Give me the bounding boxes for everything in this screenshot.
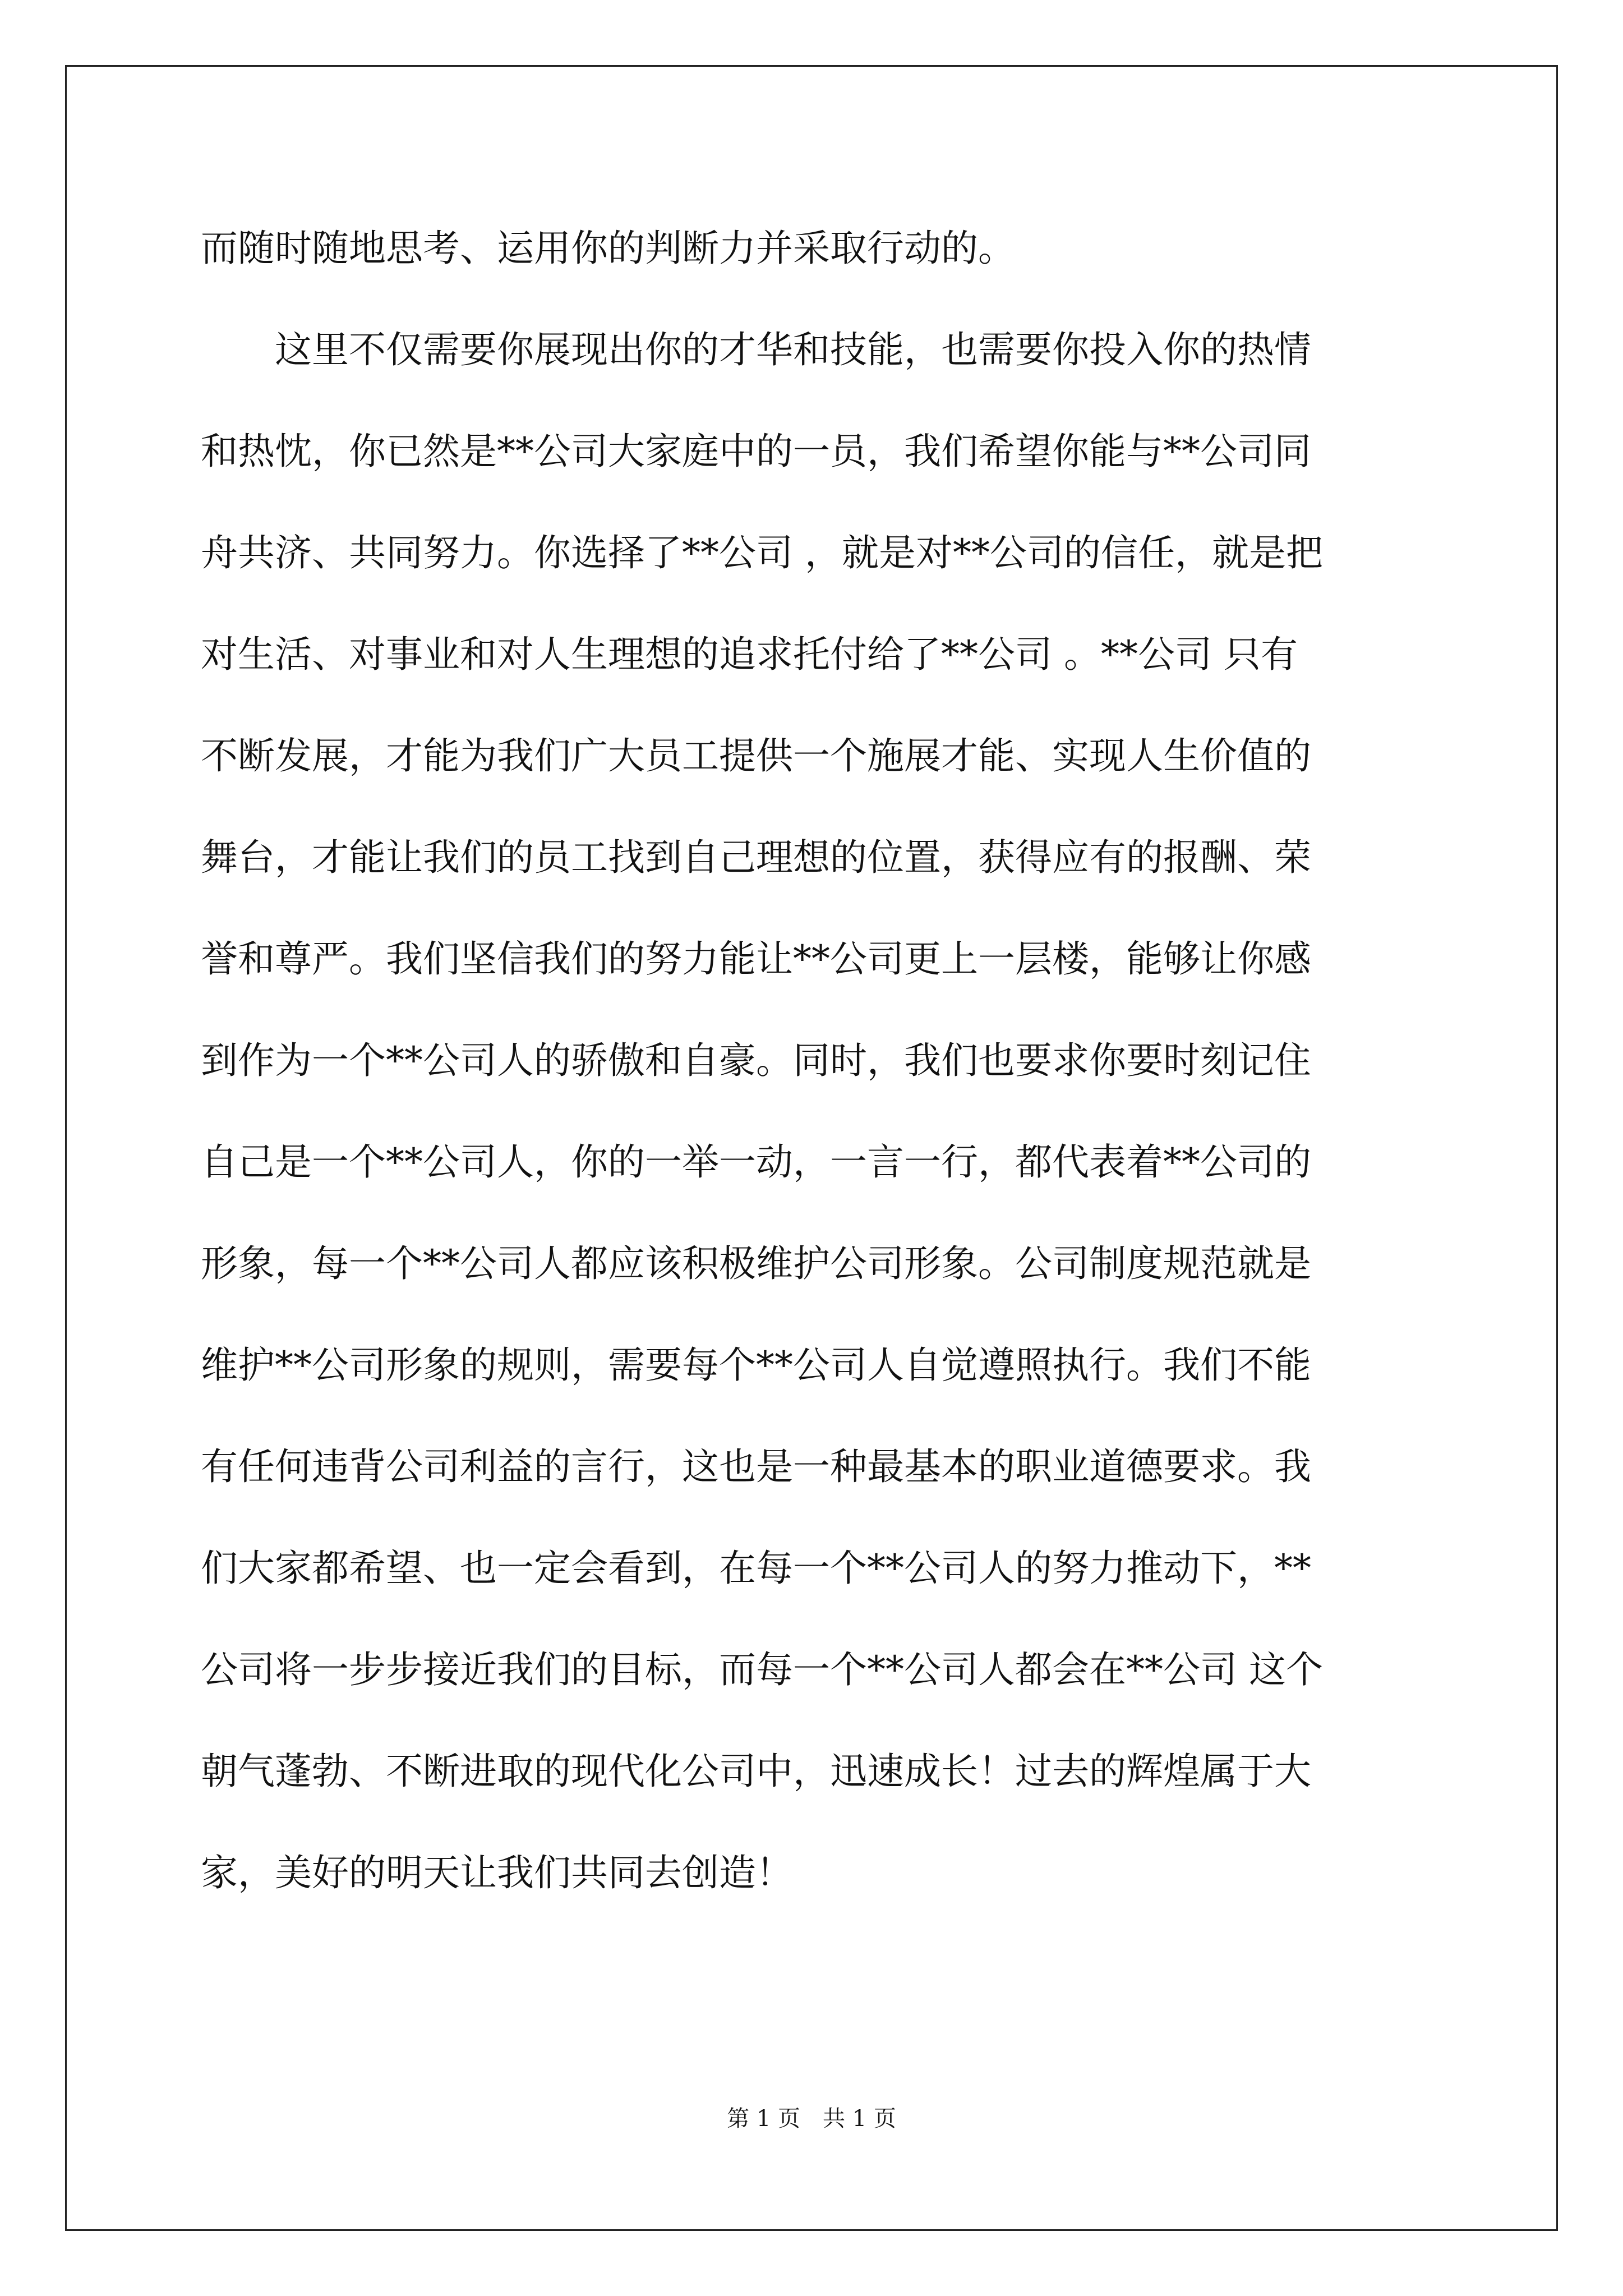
text-line: 维护**公司形象的规则，需要每个**公司人自觉遵照执行。我们不能 xyxy=(201,1343,1311,1387)
text-line: 到作为一个**公司人的骄傲和自豪。同时，我们也要求你要时刻记住 xyxy=(201,1039,1311,1082)
page-number: 第 1 页 共 1 页 xyxy=(727,2106,896,2132)
text-line: 公司将一步步接近我们的目标，而每一个**公司人都会在**公司 这个 xyxy=(201,1648,1323,1691)
text-line: 对生活、对事业和对人生理想的追求托付给了**公司 。**公司 只有 xyxy=(201,633,1298,676)
text-line: 自己是一个**公司人，你的一举一动，一言一行，都代表着**公司的 xyxy=(201,1140,1311,1184)
text-line: 而随时随地思考、运用你的判断力并采取行动的。 xyxy=(201,227,1015,270)
text-line: 朝气蓬勃、不断进取的现代化公司中，迅速成长！过去的辉煌属于大 xyxy=(201,1750,1311,1793)
text-line: 不断发展，才能为我们广大员工提供一个施展才能、实现人生价值的 xyxy=(201,734,1311,777)
document-body xyxy=(201,197,1422,1924)
text-line: 们大家都希望、也一定会看到，在每一个**公司人的努力推动下，** xyxy=(201,1547,1311,1590)
text-line: 和热忱，你已然是**公司大家庭中的一员，我们希望你能与**公司同 xyxy=(201,430,1311,473)
text-line: 这里不仅需要你展现出你的才华和技能，也需要你投入你的热情 xyxy=(275,328,1311,371)
text-line: 家，美好的明天让我们共同去创造！ xyxy=(201,1851,793,1894)
text-line: 誉和尊严。我们坚信我们的努力能让**公司更上一层楼，能够让你感 xyxy=(201,937,1311,981)
text-line: 舟共济、共同努力。你选择了**公司 ，就是对**公司的信任，就是把 xyxy=(201,531,1323,574)
text-line: 形象，每一个**公司人都应该积极维护公司形象。公司制度规范就是 xyxy=(201,1242,1311,1285)
text-line: 有任何违背公司利益的言行，这也是一种最基本的职业道德要求。我 xyxy=(201,1445,1311,1488)
text-line: 舞台，才能让我们的员工找到自己理想的位置，获得应有的报酬、荣 xyxy=(201,836,1311,879)
